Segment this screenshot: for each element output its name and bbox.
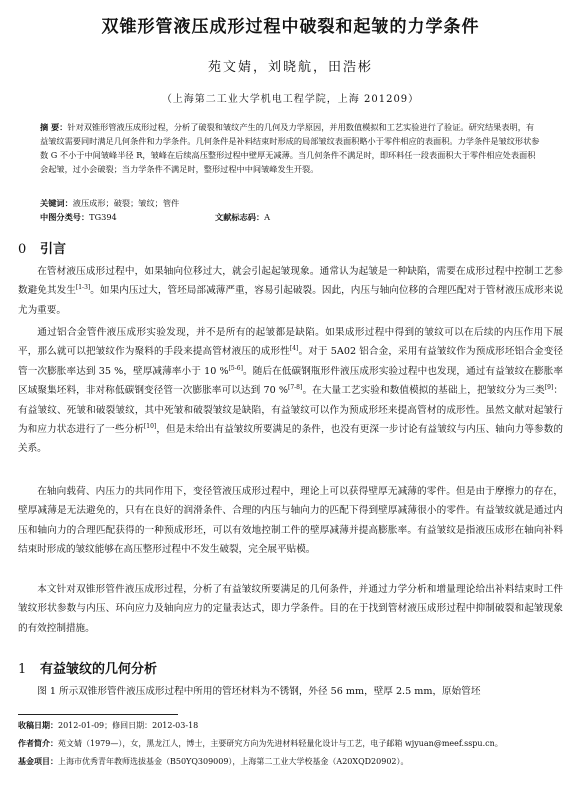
keywords-line (40, 196, 540, 210)
section-title: 引言 (40, 242, 67, 257)
paragraph: 在轴向载荷、内压力的共同作用下，变径管液压成形过程中，理论上可以获得壁厚无减薄的零件。但是由于摩擦力的存在，壁厚减薄是无法避免的，只有在良好的润滑条件、合理的内压与轴向力的匹配下得到壁厚减薄很小的零件。有益皱纹就是通过内压和轴向力的合理匹配获得的一种预成形坯，可以有效地控制工件的壁厚减薄并提高膨胀率。有益皱纹是指液压成形在轴向补料结束时形成的皱纹能够在高压整形过程中不发生破裂，完全展平贴模。 (18, 486, 563, 556)
clc-value: TG394 (89, 212, 117, 222)
author-label: 作者简介： (18, 739, 58, 748)
affiliation: （上海第二工业大学机电工程学院，上海 201209） (161, 94, 420, 105)
abstract-block (40, 120, 540, 176)
footnote-received (18, 720, 578, 732)
footnote-fund (18, 756, 578, 768)
paragraph: 在管材液压成形过程中，如果轴向位移过大，就会引起起皱现象。通常认为起皱是一种缺陷，需要在成形过程中控制工艺参数避免其发生[1-3]。如果内压过大，管坯局部减薄严重，容易引起破裂。因此，内压与轴向位移的合理匹配对于管材液压成形来说尤为重要。 (18, 266, 563, 316)
received-value: 2012-01-09；修回日期：2012-03-18 (58, 721, 199, 730)
doc-value: A (264, 212, 271, 222)
paragraph: 图 1 所示双锥形管件液压成形过程中所用的管坯材料为不锈钢，外径 56 mm，壁厚 2.5 mm，原始管坯 (37, 686, 481, 697)
clc-label: 中图分类号： (40, 212, 90, 222)
section-number: 1 (18, 662, 27, 677)
keywords-text: 液压成形；破裂；皱纹；管件 (72, 198, 180, 208)
paragraph: 本文针对双锥形管件液压成形过程，分析了有益皱纹所要满足的几何条件，并通过力学分析和增量理论给出补料结束时工件皱纹形状参数与内压、环向应力及轴向应力的定量表达式，即力学条件。目的在于找到管材液压成形过程中抑制破裂和起皱现象的有效控制措施。 (18, 584, 563, 634)
received-label: 收稿日期： (18, 721, 58, 730)
footnote-author (18, 738, 578, 750)
doc-code (215, 210, 270, 224)
section-number: 0 (18, 242, 27, 257)
keywords-label: 关键词： (40, 198, 73, 208)
fund-value: 上海市优秀青年教师选拔基金（B50YQ309009），上海第二工业大学校基金（A20XQD20902）。 (58, 757, 409, 766)
section-title: 有益皱纹的几何分析 (40, 662, 158, 677)
classification-line (40, 210, 540, 224)
abstract-label: 摘 要： (40, 122, 68, 132)
author-value: 苑文婧（1979—），女，黑龙江人，博士，主要研究方向为先进材料轻量化设计与工艺，电子邮箱 wjyuan@meef.sspu.cn。 (58, 739, 503, 748)
fund-label: 基金项目： (18, 757, 58, 766)
abstract-text: 针对双锥形管液压成形过程，分析了破裂和皱纹产生的几何及力学原因，并用数值模拟和工艺实验进行了验证。研究结果表明，有益皱纹需要同时满足几何条件和力学条件。几何条件是补料结束时形成的局部皱纹表面积略小于零件相应的表面积。力学条件是皱纹形状参数 G 不小于中间皱峰半径 R，皱峰在后续高压整形过程中壁厚无减薄。当几何条件不满足时，即环料任一段表面积大于零件相应处表面积会起皱，过小会破裂；当力学条件不满足时，整形过程中中间皱峰发生开裂。 (40, 122, 540, 174)
footnote-rule (18, 714, 178, 715)
doc-label: 文献标志码： (215, 212, 265, 222)
section-heading-geometry (18, 658, 157, 677)
paragraph: 通过铝合金管件液压成形实验发现，并不是所有的起皱都是缺陷。如果成形过程中得到的皱纹可以在后续的内压作用下展平，那么就可以把皱纹作为聚料的手段来提高管材液压的成形性[4]。对于 5A02 铝合金，采用有益皱纹作为预成形坯铝合金变径管一次膨胀率达到 35 %，壁厚减薄率小于 10 %[5-6]。随后在低碳钢瓶形件液压成形实验过程中也发现，通过有益皱纹在膨胀率区域聚集坯料，非对称低碳钢变径管一次膨胀率可以达到 70 %[7-8]。在大量工艺实验和数值模拟的基础上，把皱纹分为三类[9]：有益皱纹、死皱和破裂皱纹，其中死皱和破裂皱纹是缺陷，有益皱纹可以作为预成形坯来提高管材的成形性。虽然文献对起皱行为和应力状态进行了一些分析[10]，但是未给出有益皱纹所要满足的条件，也没有更深一步讨论有益皱纹与内压、轴向力等参数的关系。 (18, 327, 564, 455)
paper-title: 双锥形管液压成形过程中破裂和起皱的力学条件 (101, 17, 480, 37)
author-list: 苑文婧，刘晓航，田浩彬 (207, 60, 373, 75)
section-heading-intro (18, 238, 66, 257)
